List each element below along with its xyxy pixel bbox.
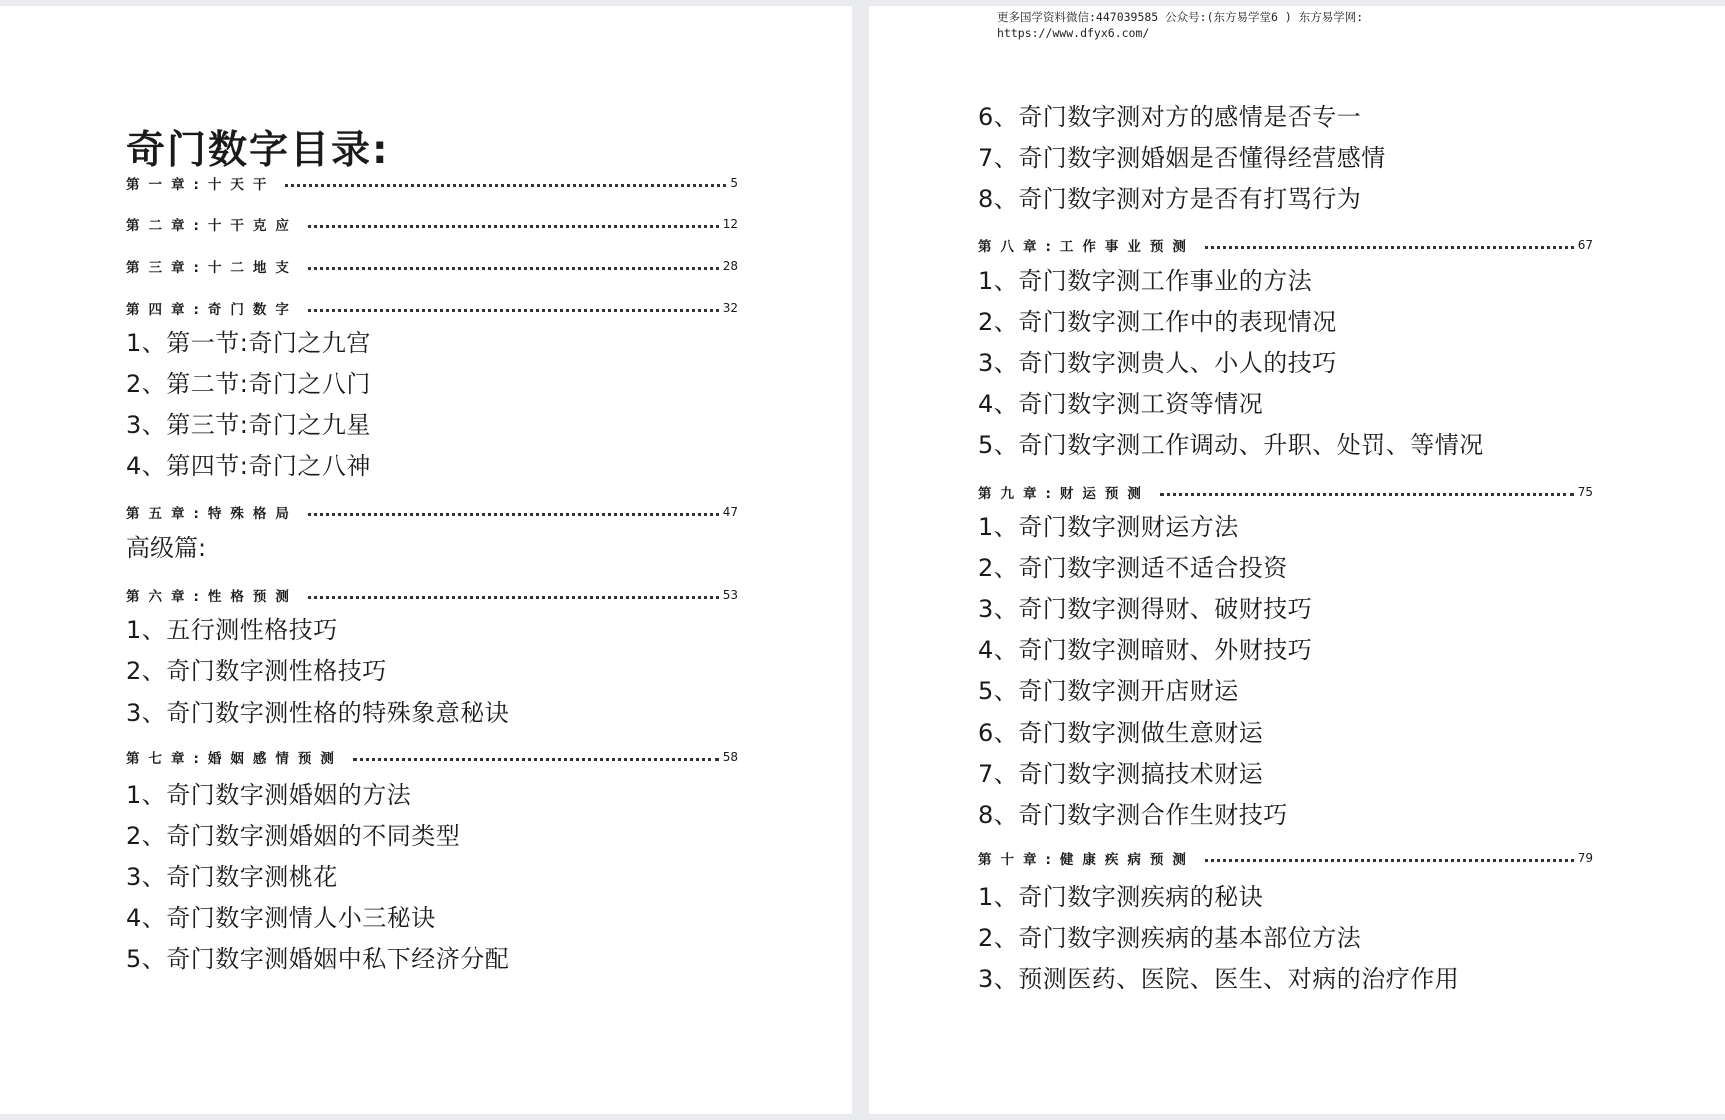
toc-item[interactable]: 3、奇门数字测性格的特殊象意秘诀	[126, 699, 510, 727]
page-number: 5	[730, 176, 738, 190]
toc-chapter-entry[interactable]	[978, 846, 1593, 870]
toc-item[interactable]: 2、第二节:奇门之八门	[126, 370, 371, 398]
toc-chapter-entry[interactable]	[126, 296, 738, 320]
toc-title: 奇门数字目录:	[126, 128, 390, 173]
toc-item[interactable]: 4、第四节:奇门之八神	[126, 452, 371, 480]
chapter-label: 第四章:奇门数字	[126, 302, 298, 318]
chapter-label: 第八章:工作事业预测	[978, 239, 1195, 255]
chapter-label: 第七章:婚姻感情预测	[126, 751, 343, 767]
toc-item[interactable]: 3、奇门数字测桃花	[126, 863, 338, 891]
toc-item[interactable]: 5、奇门数字测工作调动、升职、处罚、等情况	[978, 431, 1484, 459]
toc-chapter-entry[interactable]	[126, 745, 738, 769]
toc-item[interactable]: 1、五行测性格技巧	[126, 616, 338, 644]
toc-item[interactable]: 1、奇门数字测工作事业的方法	[978, 267, 1313, 295]
section-heading: 高级篇:	[126, 534, 207, 562]
chapter-label: 第十章:健康疾病预测	[978, 852, 1195, 868]
toc-item[interactable]: 6、奇门数字测对方的感情是否专一	[978, 103, 1362, 131]
page-number: 12	[722, 217, 738, 231]
dot-leader	[308, 225, 719, 228]
page-number: 47	[722, 505, 738, 519]
document-page-right	[869, 6, 1725, 1114]
toc-chapter-entry[interactable]	[126, 254, 738, 278]
toc-chapter-entry[interactable]	[978, 480, 1593, 504]
header-note-line-1: 更多国学资料微信:447039585 公众号:(东方易学堂6 ) 东方易学网:	[997, 10, 1364, 24]
dot-leader	[1160, 493, 1574, 496]
header-note-line-2: https://www.dfyx6.com/	[997, 26, 1150, 40]
toc-chapter-entry[interactable]	[126, 212, 738, 236]
dot-leader	[1205, 859, 1574, 862]
toc-chapter-entry[interactable]	[978, 233, 1593, 257]
toc-item[interactable]: 2、奇门数字测工作中的表现情况	[978, 308, 1337, 336]
page-number: 58	[722, 750, 738, 764]
toc-item[interactable]: 5、奇门数字测开店财运	[978, 677, 1239, 705]
chapter-label: 第六章:性格预测	[126, 589, 298, 605]
page-number: 53	[722, 588, 738, 602]
dot-leader	[308, 309, 719, 312]
dot-leader	[1205, 246, 1574, 249]
toc-item[interactable]: 2、奇门数字测适不适合投资	[978, 554, 1288, 582]
toc-item[interactable]: 3、奇门数字测贵人、小人的技巧	[978, 349, 1337, 377]
page-number: 32	[722, 301, 738, 315]
dot-leader	[308, 267, 719, 270]
toc-item[interactable]: 8、奇门数字测对方是否有打骂行为	[978, 185, 1362, 213]
toc-item[interactable]: 2、奇门数字测疾病的基本部位方法	[978, 924, 1362, 952]
chapter-label: 第三章:十二地支	[126, 260, 298, 276]
toc-item[interactable]: 6、奇门数字测做生意财运	[978, 719, 1264, 747]
toc-item[interactable]: 3、预测医药、医院、医生、对病的治疗作用	[978, 965, 1460, 993]
chapter-label: 第九章:财运预测	[978, 486, 1150, 502]
toc-item[interactable]: 7、奇门数字测婚姻是否懂得经营感情	[978, 144, 1386, 172]
toc-item[interactable]: 1、第一节:奇门之九宫	[126, 329, 371, 357]
toc-item[interactable]: 3、奇门数字测得财、破财技巧	[978, 595, 1313, 623]
toc-item[interactable]: 4、奇门数字测暗财、外财技巧	[978, 636, 1313, 664]
toc-item[interactable]: 2、奇门数字测婚姻的不同类型	[126, 822, 461, 850]
dot-leader	[308, 513, 719, 516]
page-number: 79	[1577, 851, 1593, 865]
dot-leader	[308, 596, 719, 599]
toc-item[interactable]: 8、奇门数字测合作生财技巧	[978, 801, 1288, 829]
chapter-label: 第五章:特殊格局	[126, 506, 298, 522]
toc-item[interactable]: 1、奇门数字测婚姻的方法	[126, 781, 412, 809]
toc-item[interactable]: 4、奇门数字测工资等情况	[978, 390, 1264, 418]
chapter-label: 第二章:十干克应	[126, 218, 298, 234]
toc-item[interactable]: 1、奇门数字测财运方法	[978, 513, 1239, 541]
toc-item[interactable]: 5、奇门数字测婚姻中私下经济分配	[126, 945, 510, 973]
page-number: 67	[1577, 238, 1593, 252]
header-note	[997, 9, 1363, 41]
toc-item[interactable]: 3、第三节:奇门之九星	[126, 411, 371, 439]
page-number: 75	[1577, 485, 1593, 499]
toc-chapter-entry[interactable]	[126, 583, 738, 607]
dot-leader	[285, 184, 726, 187]
toc-chapter-entry[interactable]	[126, 500, 738, 524]
toc-item[interactable]: 7、奇门数字测搞技术财运	[978, 760, 1264, 788]
toc-item[interactable]: 2、奇门数字测性格技巧	[126, 657, 387, 685]
chapter-label: 第一章:十天干	[126, 177, 276, 193]
toc-item[interactable]: 4、奇门数字测情人小三秘诀	[126, 904, 436, 932]
document-page-left	[0, 6, 852, 1114]
toc-chapter-entry[interactable]	[126, 171, 738, 195]
dot-leader	[353, 758, 719, 761]
page-number: 28	[722, 259, 738, 273]
toc-item[interactable]: 1、奇门数字测疾病的秘诀	[978, 883, 1264, 911]
